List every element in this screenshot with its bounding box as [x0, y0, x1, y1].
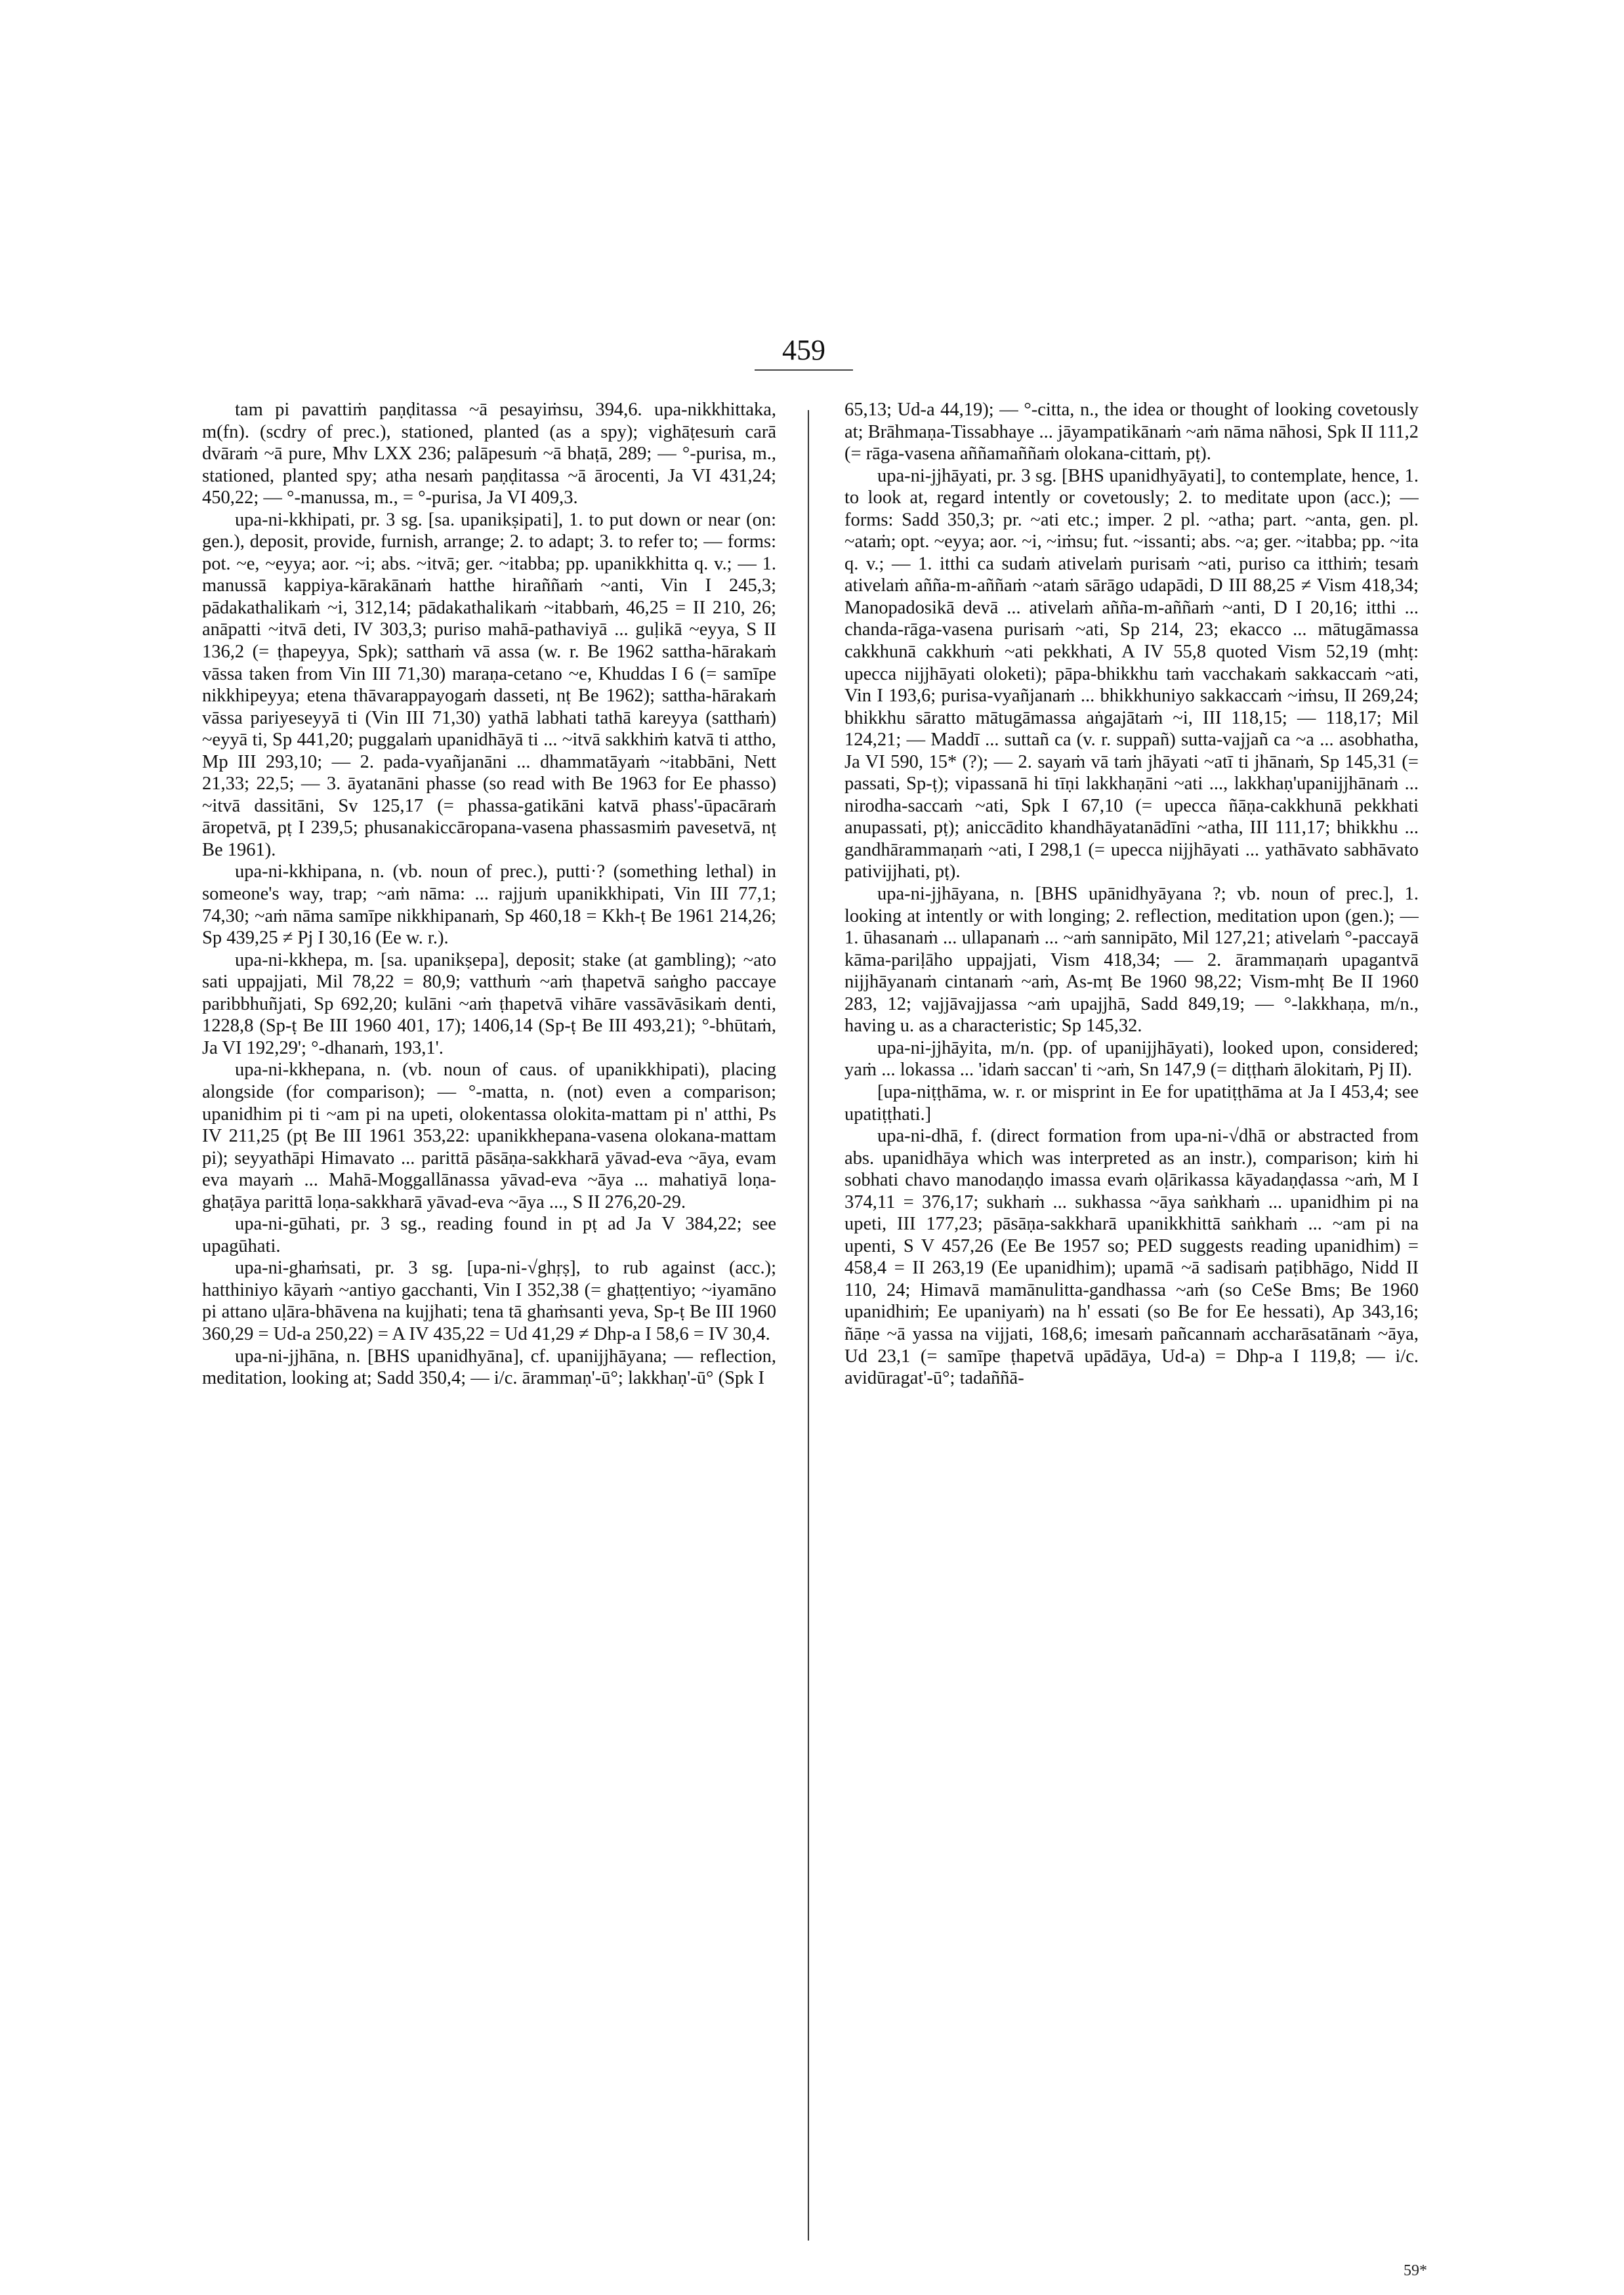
- left-column: [202, 399, 776, 2281]
- entry: upa-ni-kkhepa, m. [sa. upanikṣepa], deposit; stake (at gambling); ~ato sati uppajjati, Mil 78,22 = 80,9; vatthuṁ ~aṁ ṭhapetvā saṅgho paccaye paribbhuñjati, Sp 692,20; kulāni ~aṁ ṭhapetvā vihāre vassāvāsikaṁ denti, 1228,8 (Sp-ṭ Be III 1960 401, 17); 1406,14 (Sp-ṭ Be III 493,21); °-bhūtaṁ, Ja VI 192,29'; °-dhanaṁ, 193,1'.: [202, 949, 776, 1058]
- column-divider: [808, 410, 809, 2241]
- entry: upa-ni-jjhāyita, m/n. (pp. of upanijjhāyati), looked upon, considered; yaṁ ... lokassa ... 'idaṁ saccan' ti ~aṁ, Sn 147,9 (= diṭṭhaṁ ālokitaṁ, Pj II).: [844, 1037, 1419, 1081]
- entry: upa-ni-kkhipana, n. (vb. noun of prec.), putti·? (something lethal) in someone's way, trap; ~aṁ nāma: ... rajjuṁ upanikkhipati, Vin III 77,1; 74,30; ~aṁ nāma samīpe nikkhipanaṁ, Sp 460,18 = Kkh-ṭ Be 1961 214,26; Sp 439,25 ≠ Pj I 30,16 (Ee w. r.).: [202, 861, 776, 949]
- entry-continuation: 65,13; Ud-a 44,19); — °-citta, n., the idea or thought of looking covetously at; Brāhmaṇa-Tissabhaye ... jāyampatikānaṁ ~aṁ nāma nāhosi, Spk II 111,2 (= rāga-vasena aññamaññaṁ olokana-cittaṁ, pṭ).: [844, 400, 1419, 465]
- signature-mark: 59*: [1404, 2262, 1427, 2279]
- entry: upa-ni-kkhepana, n. (vb. noun of caus. of upanikkhipati), placing alongside (for comparison); — °-matta, n. (not) even a comparison; upanidhim pi ti ~am pi na upeti, olokentassa olokita-mattam pi n' atthi, Ps IV 211,25 (pṭ Be III 1961 353,22: upanikkhepana-vasena olokana-mattam pi); seyyathāpi Himavato ... parittā pāsāṇa-sakkharā yāvad-eva ~āya, evam eva mayaṁ ... Mahā-Moggallānassa yāvad-eva ~āya ... mahatiyā loṇa-ghaṭāya parittā loṇa-sakkharā yāvad-eva ~āya ..., S II 276,20-29.: [202, 1060, 776, 1212]
- entry: upa-ni-ghaṁsati, pr. 3 sg. [upa-ni-√ghṛṣ], to rub against (acc.); hatthiniyo kāyaṁ ~antiyo gacchanti, Vin I 352,38 (= ghaṭṭentiyo; ~iyamāno pi attano uḷāra-bhāvena na kujjhati; tena tā ghaṁsanti yeva, Sp-ṭ Be III 1960 360,29 = Ud-a 250,22) = A IV 435,22 = Ud 41,29 ≠ Dhp-a I 58,6 = IV 30,4.: [202, 1258, 776, 1344]
- entry: upa-ni-kkhipati, pr. 3 sg. [sa. upanikṣipati], 1. to put down or near (on: gen.), deposit, provide, furnish, arrange; 2. to adapt; 3. to refer to; — forms: pot. ~e, ~eyya; aor. ~i; abs. ~itvā; ger. ~itabba; pp. upanikkhitta q. v.; — 1. manussā kappiya-kārakānaṁ hatthe hiraññaṁ ~anti, Vin I 245,3; pādakathalikaṁ ~i, 312,14; pādakathalikaṁ ~itabbaṁ, 46,25 = II 210, 26; anāpatti ~itvā deti, IV 303,3; puriso mahā-pathaviyā ... guḷikā ~eyya, S II 136,2 (= ṭhapeyya, Spk); satthaṁ vā assa (w. r. Be 1962 sattha-hārakaṁ vāssa taken from Vin III 71,30) maraṇa-cetano ~e, Khuddas I 6 (= samīpe nikkhipeyya; etena thāvarappayogaṁ dasseti, nṭ Be 1962); sattha-hārakaṁ vāssa pariyeseyyā ti (Vin III 71,30) yathā labhati tathā kareyya (satthaṁ) ~eyyā ti, Sp 441,20; puggalaṁ upanidhāyā ti ... ~itvā sakkhiṁ katvā ti attho, Mp III 293,10; — 2. pada-vyañjanāni ... dhammatāyaṁ ~itabbāni, Nett 21,33; 22,5; — 3. āyatanāni phasse (so read with Be 1963 for Ee phasso) ~itvā dassitāni, Sv 125,17 (= phassa-gatikāni katvā phass'-ūpacāraṁ āropetvā, pṭ I 239,5; phusanakiccāropana-vasena phassasmiṁ pavesetvā, nṭ Be 1961).: [202, 509, 776, 860]
- entry: upa-ni-dhā, f. (direct formation from upa-ni-√dhā or abstracted from abs. upanidhāya which was interpreted as an instr.), comparison; kiṁ hi sobhati chavo manodaṇḍo imassa evaṁ oḷārikassa kāyadaṇḍassa ~aṁ, M I 374,11 = 376,17; sukhaṁ ... sukhassa ~āya saṅkhaṁ ... upanidhim pi na upeti, III 177,23; pāsāṇa-sakkharā upanikkhittā saṅkhaṁ ... ~am pi na upenti, S V 457,26 (Ee Be 1957 so; PED suggests reading upanidhim) = 458,4 = II 263,19 (Ee upanidhim); upamā ~ā sadisaṁ paṭibhāgo, Nidd II 110, 24; Himavā mamānulitta-gandhassa ~aṁ (so CeSe Bms; Be 1960 upanidhiṁ; Ee upaniyaṁ) na h' essati (so Be for Ee hessati), Ap 343,16; ñāṇe ~ā yassa na vijjati, 168,6; imesaṁ pañcannaṁ accharāsatānaṁ ~āya, Ud 23,1 (= samīpe ṭhapetvā upādāya, Ud-a) = Dhp-a I 119,8; — i/c. avidūragat'-ū°; tadaññā-: [844, 1126, 1419, 1389]
- entry: tam pi pavattiṁ paṇḍitassa ~ā pesayiṁsu, 394,6. upa-nikkhittaka, m(fn). (scdry of prec.), stationed, planted (as a spy); vighāṭesuṁ carā dvāraṁ ~ā pure, Mhv LXX 236; palāpesuṁ ~ā bhaṭā, 289; — °-purisa, m., stationed, planted spy; atha nesaṁ paṇḍitassa ~ā ārocenti, Ja VI 431,24; 450,22; — °-manussa, m., = °-purisa, Ja VI 409,3.: [202, 400, 776, 508]
- right-column: [844, 399, 1419, 2243]
- page-number: 459: [755, 333, 853, 371]
- entry: upa-ni-jjhāna, n. [BHS upanidhyāna], cf. upanijjhāyana; — reflection, meditation, looking at; Sadd 350,4; — i/c. ārammaṇ'-ū°; lakkhaṇ'-ū° (Spk I: [202, 1346, 776, 1389]
- entry: upa-ni-gūhati, pr. 3 sg., reading found in pṭ ad Ja V 384,22; see upagūhati.: [202, 1214, 776, 1256]
- entry: [upa-niṭṭhāma, w. r. or misprint in Ee for upatiṭṭhāma at Ja I 453,4; see upatiṭṭhati.]: [844, 1081, 1419, 1125]
- entry: upa-ni-jjhāyana, n. [BHS upānidhyāyana ?; vb. noun of prec.], 1. looking at intently or with longing; 2. reflection, meditation upon (gen.); — 1. ūhasanaṁ ... ullapanaṁ ... ~aṁ sannipāto, Mil 127,21; ativelaṁ °-paccayā kāma-pariḷāho uppajjati, Vism 418,34; — 2. ārammaṇaṁ upagantvā nijjhāyanaṁ cintanaṁ ~aṁ, As-mṭ Be 1960 98,22; Vism-mhṭ Be II 1960 283, 12; vajjāvajjassa ~aṁ upajjhā, Sadd 849,19; — °-lakkhaṇa, m/n., having u. as a characteristic; Sp 145,32.: [844, 884, 1419, 1037]
- entry: upa-ni-jjhāyati, pr. 3 sg. [BHS upanidhyāyati], to contemplate, hence, 1. to look at, regard intently or covetously; 2. to meditate upon (acc.); — forms: Sadd 350,3; pr. ~ati etc.; imper. 2 pl. ~atha; part. ~anta, gen. pl. ~ataṁ; opt. ~eyya; aor. ~i, ~iṁsu; fut. ~issanti; abs. ~a; ger. ~itabba; pp. ~ita q. v.; — 1. itthi ca sudaṁ ativelaṁ purisaṁ ~ati, puriso ca itthiṁ; tesaṁ ativelaṁ añña-m-aññaṁ ~ataṁ sārāgo udapādi, D III 88,25 ≠ Vism 418,34; Manopadosikā devā ... ativelaṁ añña-m-aññaṁ ~anti, D I 20,16; itthi ... chanda-rāga-vasena purisaṁ ~ati, Sp 214, 23; ekacco ... mātugāmassa cakkhunā cakkhuṁ ~ati pekkhati, A IV 55,8 quoted Vism 52,19 (mhṭ: upecca nijjhāyati oloketi); pāpa-bhikkhu taṁ vacchakaṁ sakkaccaṁ ~ati, Vin I 193,6; purisa-vyañjanaṁ ... bhikkhuniyo sakkaccaṁ ~iṁsu, II 269,24; bhikkhu sāratto mātugāmassa aṅgajātaṁ ~i, III 118,15; — 118,17; Mil 124,21; — Maddī ... suttañ ca (v. r. suppañ) sutta-vajjañ ca ~a ... asobhatha, Ja VI 590, 15* (?); — 2. sayaṁ vā taṁ jhāyati ~atī ti jhānaṁ, Sp 145,31 (= passati, Sp-ṭ); vipassanā hi tīṇi lakkhaṇāni ~ati ..., lakkhaṇ'upanijjhānaṁ ... nirodha-saccaṁ ~ati, Spk I 67,10 (= upecca ñāṇa-cakkhunā pekkhati anupassati, pṭ); aniccādito khandhāyatanādīni ~atha, III 111,17; bhikkhu ... gandhārammaṇaṁ ~ati, I 298,1 (= upecca nijjhāyati ... yathāvato sabhāvato pativijjhati, pṭ).: [844, 465, 1419, 882]
